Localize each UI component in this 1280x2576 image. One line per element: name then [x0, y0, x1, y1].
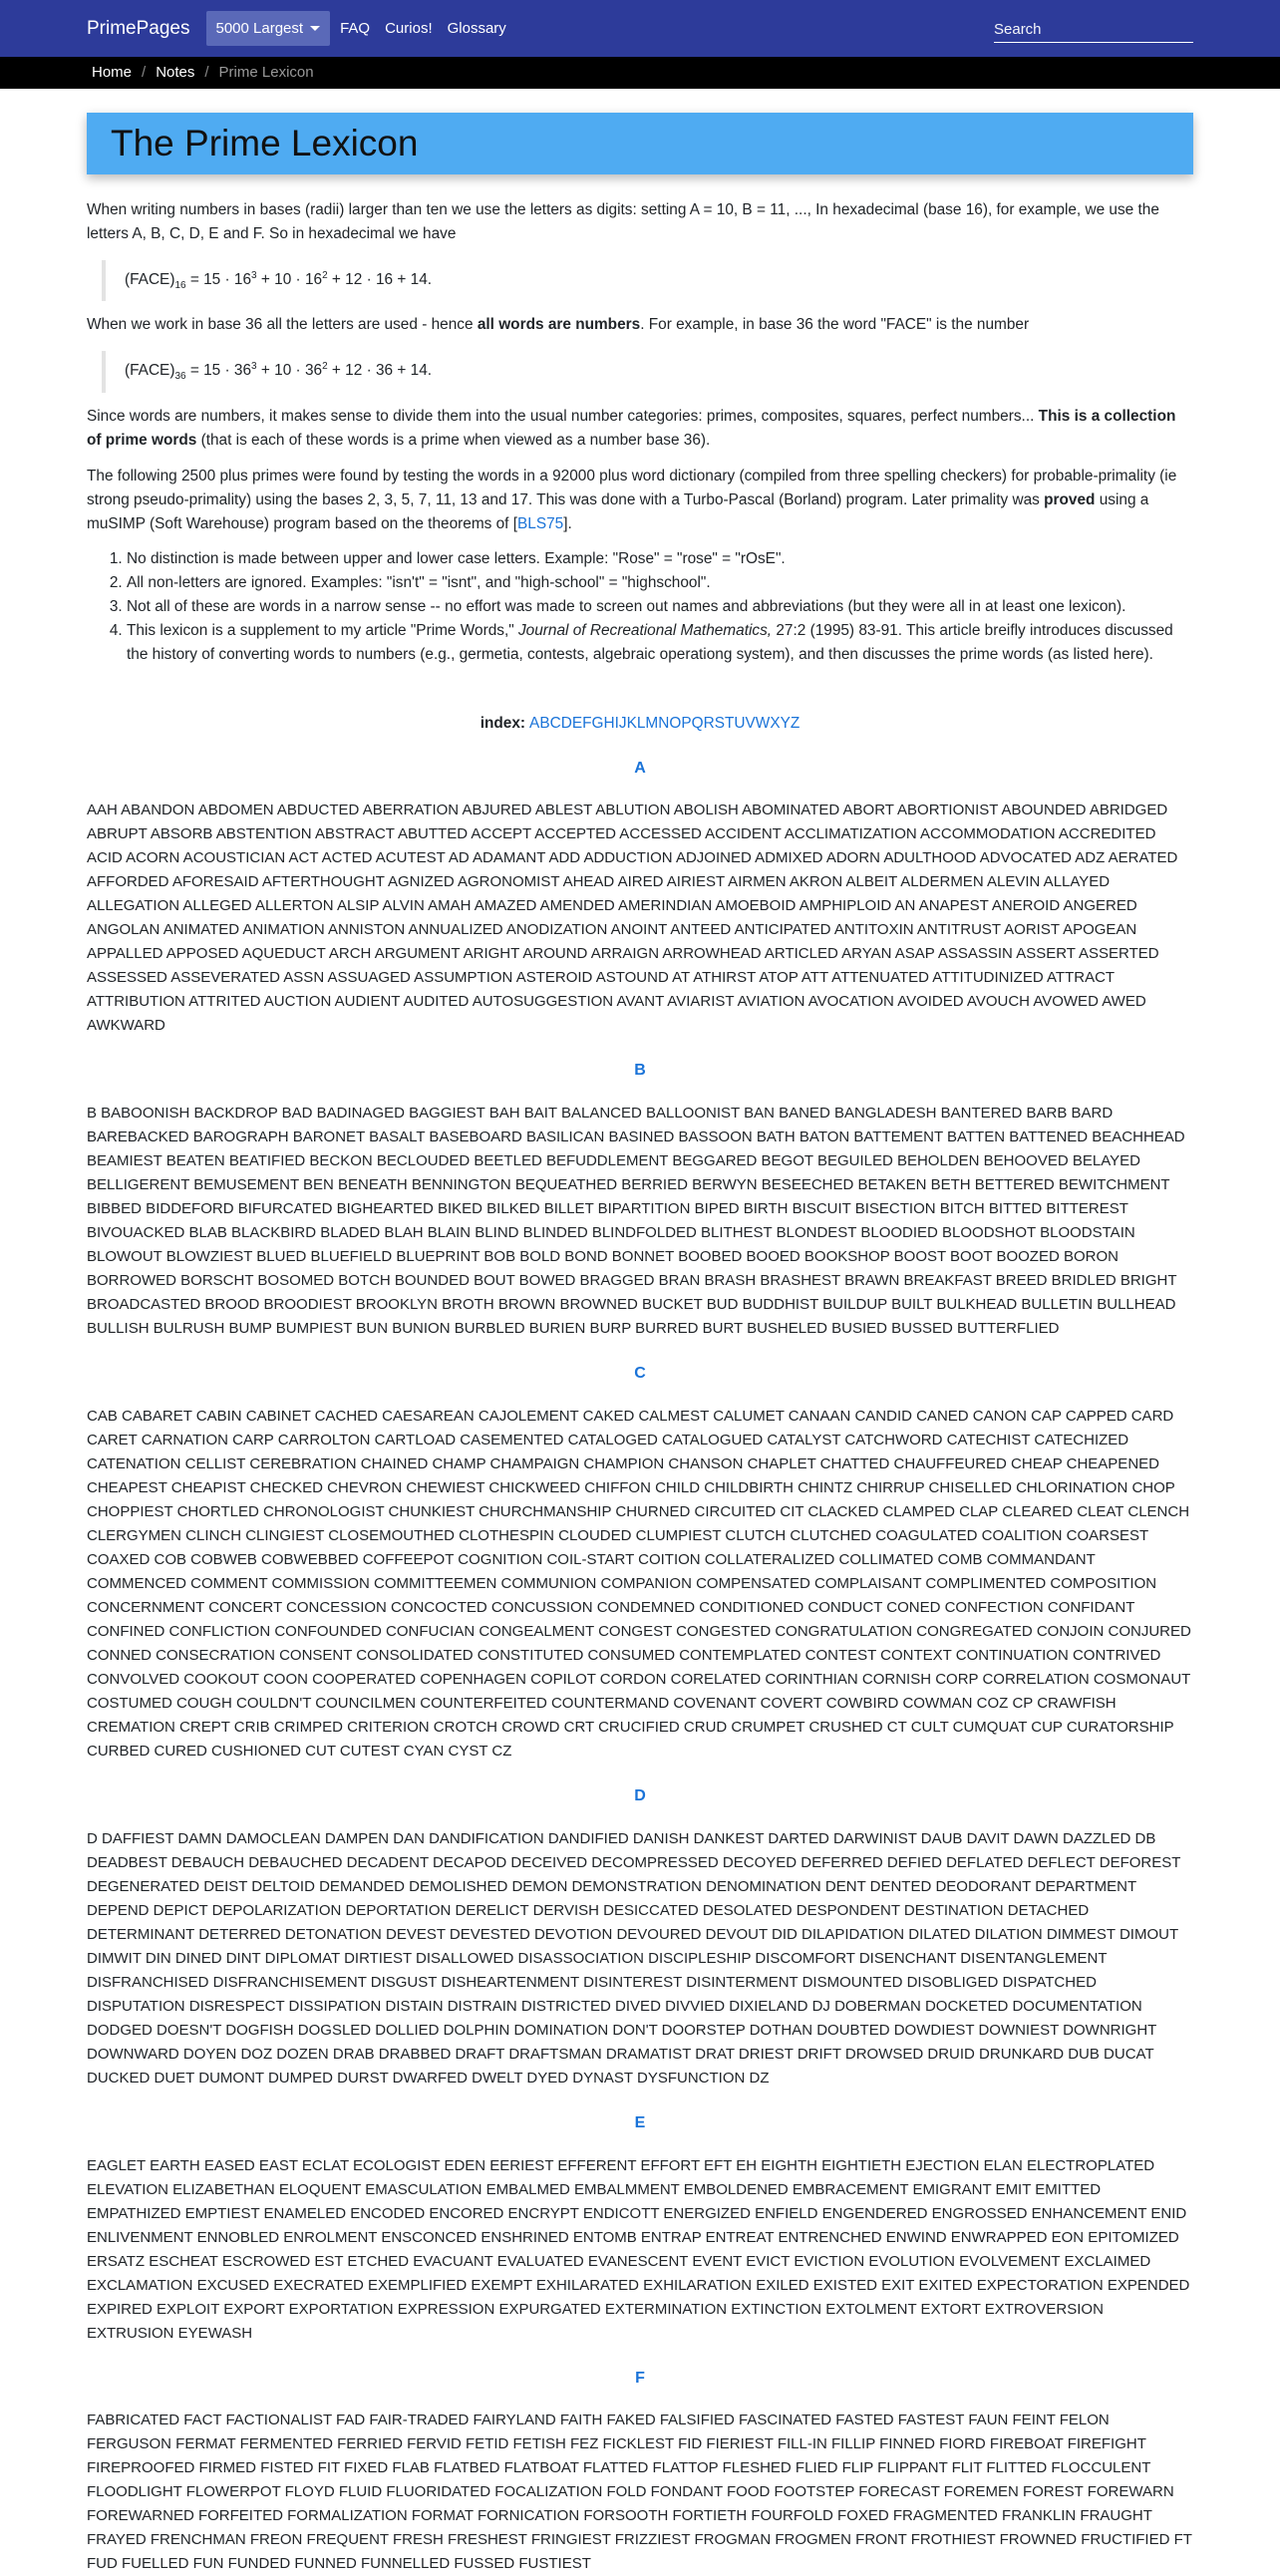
formula-superscript: 3: [251, 361, 257, 373]
formula-superscript: 3: [251, 269, 257, 281]
formula-text: = 15 · 36: [185, 362, 252, 380]
paragraph-base36: [87, 313, 1193, 337]
list-item: 1. No distinction is made between upper and lower case letters. Example: "Rose" = "rose" = "rOsE".: [127, 547, 1193, 571]
text: (that is each of these words is a prime when viewed as a number base 36).: [196, 431, 711, 449]
text: The following 2500 plus primes were found by testing the words in a 92000 plus word dictionary (compiled from three spelling checkers) for probable-primality (ie strong pseudo-primality) using the bases 2, 3, 5, 7, 11, 13 and 17. This was done with a Turbo-Pascal (Borland) program. Later primality was: [87, 467, 1177, 508]
index-link-m[interactable]: M: [645, 714, 659, 732]
index-link-j[interactable]: J: [618, 714, 627, 732]
paragraph-collection: [87, 405, 1193, 453]
search-input[interactable]: [994, 15, 1193, 43]
formula-superscript: 2: [322, 361, 328, 373]
nav-link-glossary[interactable]: Glossary: [447, 19, 506, 37]
index-link-n[interactable]: N: [658, 714, 670, 732]
formula-base16: [102, 260, 1193, 302]
formula-text: + 12 · 36 + 14.: [327, 362, 433, 380]
index-link-y[interactable]: Y: [780, 714, 791, 732]
breadcrumb-home[interactable]: Home: [92, 64, 133, 82]
index-link-w[interactable]: W: [755, 714, 771, 732]
reference-link-bls75[interactable]: BLS75: [517, 514, 564, 532]
index-link-f[interactable]: F: [582, 714, 592, 732]
bold-text: proved: [1044, 490, 1096, 508]
word-list-d: D DAFFIEST DAMN DAMOCLEAN DAMPEN DAN DANDIFICATION DANDIFIED DANISH DANKEST DARTED DARWINIST DAUB DAVIT DAWN DAZZLED DB DEADBEST DEBAUCH DEBAUCHED DECADENT DECAPOD DECEIVED DECOMPRESSED DECOYED DEFERRED DEFIED DEFLATED DEFLECT DEFOREST DEGENERATED DEIST DELTOID DEMANDED DEMOLISHED DEMON DEMONSTRATION DENOMINATION DENT DENTED DEODORANT DEPARTMENT DEPEND DEPICT DEPOLARIZATION DEPORTATION DERELICT DERVISH DESICCATED DESOLATED DESPONDENT DESTINATION DETACHED DETERMINANT DETERRED DETONATION DEVEST DEVESTED DEVOTION DEVOURED DEVOUT DID DILAPIDATION DILATED DILATION DIMMEST DIMOUT DIMWIT DIN DINED DINT DIPLOMAT DIRTIEST DISALLOWED DISASSOCIATION DISCIPLESHIP DISCOMFORT DISENCHANT DISENTANGLEMENT DISFRANCHISED DISFRANCHISEMENT DISGUST DISHEARTENMENT DISINTEREST DISINTERMENT DISMOUNTED DISOBLIGED DISPATCHED DISPUTATION DISRESPECT DISSIPATION DISTAIN DISTRAIN DISTRICTED DIVED DIVVIED DIXIELAND DJ DOBERMAN DOCKETED DOCUMENTATION DODGED DOESN'T DOGFISH DOGSLED DOLLIED DOLPHIN DOMINATION DON'T DOORSTEP DOTHAN DOUBTED DOWDIEST DOWNIEST DOWNRIGHT DOWNWARD DOYEN DOZ DOZEN DRAB DRABBED DRAFT DRAFTSMAN DRAMATIST DRAT DRIEST DRIFT DROWSED DRUID DRUNKARD DUB DUCAT DUCKED DUET DUMONT DUMPED DURST DWARFED DWELT DYED DYNAST DYSFUNCTION DZ: [87, 1829, 1181, 2087]
letter-index: [87, 712, 1193, 736]
text: 27:2 (1995) 83-91. This article breifly introduces discussed the history of converting words to numbers (e.g., germetia, contests, algebraic operationg system), and then discusses the prime words (as listed here).: [127, 622, 1173, 663]
index-link-p[interactable]: P: [681, 714, 692, 732]
largest-dropdown[interactable]: [206, 11, 331, 46]
section-heading-f: F: [635, 2369, 645, 2387]
word-list-e: EAGLET EARTH EASED EAST ECLAT ECOLOGIST EDEN EERIEST EFFERENT EFFORT EFT EH EIGHTH EIGHTIETH EJECTION ELAN ELECTROPLATED ELEVATION ELIZABETHAN ELOQUENT EMASCULATION EMBALMED EMBALMMENT EMBOLDENED EMBRACEMENT EMIGRANT EMIT EMITTED EMPATHIZED EMPTIEST ENAMELED ENCODED ENCORED ENCRYPT ENDICOTT ENERGIZED ENFIELD ENGENDERED ENGROSSED ENHANCEMENT ENID ENLIVENMENT ENNOBLED ENROLMENT ENSCONCED ENSHRINED ENTOMB ENTRAP ENTREAT ENTRENCHED ENWIND ENWRAPPED EON EPITOMIZED ERSATZ ESCHEAT ESCROWED EST ETCHED EVACUANT EVALUATED EVANESCENT EVENT EVICT EVICTION EVOLUTION EVOLVEMENT EXCLAIMED EXCLAMATION EXCUSED EXECRATED EXEMPLIFIED EXEMPT EXHILARATED EXHILARATION EXILED EXISTED EXIT EXITED EXPECTORATION EXPENDED EXPIRED EXPLOIT EXPORT EXPORTATION EXPRESSION EXPURGATED EXTERMINATION EXTINCTION EXTOLMENT EXTORT EXTROVERSION EXTRUSION EYEWASH: [87, 2156, 1190, 2342]
breadcrumb-notes[interactable]: Notes: [156, 64, 195, 82]
paragraph-method: [87, 465, 1193, 536]
nav-link-curios[interactable]: Curios!: [385, 19, 433, 37]
text: This lexicon is a supplement to my article "Prime Words,": [127, 622, 518, 640]
section-heading-e: E: [634, 2113, 646, 2131]
formula-subscript: 36: [174, 371, 186, 383]
index-link-v[interactable]: V: [745, 714, 756, 732]
text: Since words are numbers, it makes sense to divide them into the usual number categories: primes, composites, squares, perfect numbers...: [87, 408, 1039, 426]
nav-link-faq[interactable]: FAQ: [340, 19, 371, 37]
bold-text: This is a collection of prime words: [87, 408, 1176, 449]
formula-text: + 12 · 16 + 14.: [327, 270, 433, 288]
breadcrumb-current: Prime Lexicon: [218, 64, 314, 82]
section-heading-c: C: [634, 1365, 646, 1383]
formula-text: (FACE): [125, 362, 175, 380]
main-content: [0, 113, 1280, 2576]
intro-paragraph: When writing numbers in bases (radii) larger than ten we use the letters as digits: setting A = 10, B = 11, ..., In hexadecimal (base 16), for example, we use the letters A, B, C, D, E and F. So in hexadecimal we have: [87, 201, 1159, 242]
breadcrumb-separator: /: [142, 64, 147, 82]
text: ].: [563, 514, 572, 532]
notes-list: [127, 547, 1193, 666]
bold-text: all words are numbers: [477, 316, 641, 334]
list-item: [127, 619, 1193, 667]
journal-title: Journal of Recreational Mathematics,: [517, 622, 773, 640]
formula-subscript: 16: [174, 279, 186, 291]
largest-dropdown-label: 5000 Largest: [215, 19, 304, 37]
formula-text: = 15 · 16: [185, 270, 252, 288]
formula-base36: [102, 351, 1193, 393]
title-banner: [87, 113, 1193, 174]
index-link-h[interactable]: H: [603, 714, 615, 732]
index-link-a[interactable]: A: [529, 714, 540, 732]
section-heading-a: A: [634, 759, 646, 777]
index-links: [529, 715, 800, 732]
breadcrumb-separator: /: [204, 64, 209, 82]
top-navbar: [0, 0, 1280, 57]
index-link-q[interactable]: Q: [691, 714, 704, 732]
index-link-d[interactable]: D: [560, 714, 572, 732]
brand-link[interactable]: PrimePages: [87, 17, 190, 39]
section-heading-d: D: [634, 1787, 646, 1805]
section-heading-b: B: [634, 1062, 646, 1080]
list-item: 2. All non-letters are ignored. Examples: "isn't" = "isnt", and "high-school" = "highschool".: [127, 571, 1193, 595]
formula-text: (FACE): [125, 270, 175, 288]
page-title: The Prime Lexicon: [111, 123, 419, 164]
formula-text: + 10 · 36: [256, 362, 323, 380]
word-sections: [87, 757, 1193, 2576]
text: . For example, in base 36 the word "FACE" is the number: [640, 316, 1030, 334]
word-list-b: B BABOONISH BACKDROP BAD BADINAGED BAGGIEST BAH BAIT BALANCED BALLOONIST BAN BANED BANGLADESH BANTERED BARB BARD BAREBACKED BAROGRAPH BARONET BASALT BASEBOARD BASILICAN BASINED BASSOON BATH BATON BATTEMENT BATTEN BATTENED BEACHHEAD BEAMIEST BEATEN BEATIFIED BECKON BECLOUDED BEETLED BEFUDDLEMENT BEGGARED BEGOT BEGUILED BEHOLDEN BEHOOVED BELAYED BELLIGERENT BEMUSEMENT BEN BENEATH BENNINGTON BEQUEATHED BERRIED BERWYN BESEECHED BETAKEN BETH BETTERED BEWITCHMENT BIBBED BIDDEFORD BIFURCATED BIGHEARTED BIKED BILKED BILLET BIPARTITION BIPED BIRTH BISCUIT BISECTION BITCH BITTED BITTEREST BIVOUACKED BLAB BLACKBIRD BLADED BLAH BLAIN BLIND BLINDED BLINDFOLDED BLITHEST BLONDEST BLOODIED BLOODSHOT BLOODSTAIN BLOWOUT BLOWZIEST BLUED BLUEFIELD BLUEPRINT BOB BOLD BOND BONNET BOOBED BOOED BOOKSHOP BOOST BOOT BOOZED BORON BORROWED BORSCHT BOSOMED BOTCH BOUNDED BOUT BOWED BRAGGED BRAN BRASH BRASHEST BRAWN BREAKFAST BREED BRIDLED BRIGHT BROADCASTED BROOD BROODIEST BROOKLYN BROTH BROWN BROWNED BUCKET BUD BUDDHIST BUILDUP BUILT BULKHEAD BULLETIN BULLHEAD BULLISH BULRUSH BUMP BUMPIEST BUN BUNION BURBLED BURIEN BURP BURRED BURT BUSHELED BUSIED BUSSED BUTTERFLIED: [87, 1105, 1185, 1338]
word-list-f: FABRICATED FACT FACTIONALIST FAD FAIR-TRADED FAIRYLAND FAITH FAKED FALSIFIED FASCINATED FASTED FASTEST FAUN FEINT FELON FERGUSON FERMAT FERMENTED FERRIED FERVID FETID FETISH FEZ FICKLEST FID FIERIEST FILL-IN FILLIP FINNED FIORD FIREBOAT FIREFIGHT FIREPROOFED FIRMED FISTED FIT FIXED FLAB FLATBED FLATBOAT FLATTED FLATTOP FLESHED FLIED FLIP FLIPPANT FLIT FLITTED FLOCCULENT FLOODLIGHT FLOWERPOT FLOYD FLUID FLUORIDATED FOCALIZATION FOLD FONDANT FOOD FOOTSTEP FORECAST FOREMEN FOREST FOREWARN FOREWARNED FORFEITED FORMALIZATION FORMAT FORNICATION FORSOOTH FORTIETH FOURFOLD FOXED FRAGMENTED FRANKLIN FRAUGHT FRAYED FRENCHMAN FREON FREQUENT FRESH FRESHEST FRINGIEST FRIZZIEST FROGMAN FROGMEN FRONT FROTHIEST FROWNED FRUCTIFIED FT FUD FUELLED FUN FUNDED FUNNED FUNNELLED FUSSED FUSTIEST: [87, 2412, 1192, 2573]
index-link-l[interactable]: L: [636, 714, 646, 732]
index-link-i[interactable]: I: [614, 714, 619, 732]
index-link-k[interactable]: K: [626, 714, 637, 732]
word-list-a: AAH ABANDON ABDOMEN ABDUCTED ABERRATION ABJURED ABLEST ABLUTION ABOLISH ABOMINATED ABORT ABORTIONIST ABOUNDED ABRIDGED ABRUPT ABSORB ABSTENTION ABSTRACT ABUTTED ACCEPT ACCEPTED ACCESSED ACCIDENT ACCLIMATIZATION ACCOMMODATION ACCREDITED ACID ACORN ACOUSTICIAN ACT ACTED ACUTEST AD ADAMANT ADD ADDUCTION ADJOINED ADMIXED ADORN ADULTHOOD ADVOCATED ADZ AERATED AFFORDED AFORESAID AFTERTHOUGHT AGNIZED AGRONOMIST AHEAD AIRED AIRIEST AIRMEN AKRON ALBEIT ALDERMEN ALEVIN ALLAYED ALLEGATION ALLEGED ALLERTON ALSIP ALVIN AMAH AMAZED AMENDED AMERINDIAN AMOEBOID AMPHIPLOID AN ANAPEST ANEROID ANGERED ANGOLAN ANIMATED ANIMATION ANNISTON ANNUALIZED ANODIZATION ANOINT ANTEED ANTICIPATED ANTITOXIN ANTITRUST AORIST APOGEAN APPALLED APPOSED AQUEDUCT ARCH ARGUMENT ARIGHT AROUND ARRAIGN ARROWHEAD ARTICLED ARYAN ASAP ASSASSIN ASSERT ASSERTED ASSESSED ASSEVERATED ASSN ASSUAGED ASSUMPTION ASTEROID ASTOUND AT ATHIRST ATOP ATT ATTENUATED ATTITUDINIZED ATTRACT ATTRIBUTION ATTRITED AUCTION AUDIENT AUDITED AUTOSUGGESTION AVANT AVIARIST AVIATION AVOCATION AVOIDED AVOUCH AVOWED AWED AWKWARD: [87, 802, 1178, 1035]
breadcrumb: [0, 57, 1280, 89]
index-link-r[interactable]: R: [703, 714, 715, 732]
index-link-e[interactable]: E: [571, 714, 583, 732]
caret-down-icon: [310, 26, 320, 31]
index-label: index:: [480, 714, 526, 732]
index-link-z[interactable]: Z: [790, 714, 800, 732]
index-link-b[interactable]: B: [539, 714, 550, 732]
word-list-c: CAB CABARET CABIN CABINET CACHED CAESAREAN CAJOLEMENT CAKED CALMEST CALUMET CANAAN CANDID CANED CANON CAP CAPPED CARD CARET CARNATION CARP CARROLTON CARTLOAD CASEMENTED CATALOGED CATALOGUED CATALYST CATCHWORD CATECHIST CATECHIZED CATENATION CELLIST CEREBRATION CHAINED CHAMP CHAMPAIGN CHAMPION CHANSON CHAPLET CHATTED CHAUFFEURED CHEAP CHEAPENED CHEAPEST CHEAPIST CHECKED CHEVRON CHEWIEST CHICKWEED CHIFFON CHILD CHILDBIRTH CHINTZ CHIRRUP CHISELLED CHLORINATION CHOP CHOPPIEST CHORTLED CHRONOLOGIST CHUNKIEST CHURCHMANSHIP CHURNED CIRCUITED CIT CLACKED CLAMPED CLAP CLEARED CLEAT CLENCH CLERGYMEN CLINCH CLINGIEST CLOSEMOUTHED CLOTHESPIN CLOUDED CLUMPIEST CLUTCH CLUTCHED COAGULATED COALITION COARSEST COAXED COB COBWEB COBWEBBED COFFEEPOT COGNITION COIL-START COITION COLLATERALIZED COLLIMATED COMB COMMANDANT COMMENCED COMMENT COMMISSION COMMITTEEMEN COMMUNION COMPANION COMPENSATED COMPLAISANT COMPLIMENTED COMPOSITION CONCERNMENT CONCERT CONCESSION CONCOCTED CONCUSSION CONDEMNED CONDITIONED CONDUCT CONED CONFECTION CONFIDANT CONFINED CONFLICTION CONFOUNDED CONFUCIAN CONGEALMENT CONGEST CONGESTED CONGRATULATION CONGREGATED CONJOIN CONJURED CONNED CONSECRATION CONSENT CONSOLIDATED CONSTITUTED CONSUMED CONTEMPLATED CONTEST CONTEXT CONTINUATION CONTRIVED CONVOLVED COOKOUT COON COOPERATED COPENHAGEN COPILOT CORDON CORELATED CORINTHIAN CORNISH CORP CORRELATION COSMONAUT COSTUMED COUGH COULDN'T COUNCILMEN COUNTERFEITED COUNTERMAND COVENANT COVERT COWBIRD COWMAN COZ CP CRAWFISH CREMATION CREPT CRIB CRIMPED CRITERION CROTCH CROWD CRT CRUCIFIED CRUD CRUMPET CRUSHED CT CULT CUMQUAT CUP CURATORSHIP CURBED CURED CUSHIONED CUT CUTEST CYAN CYST CZ: [87, 1408, 1191, 1761]
list-item: 3. Not all of these are words in a narrow sense -- no effort was made to screen out names and abbreviations (but they were all in at least one lexicon).: [127, 595, 1193, 619]
formula-superscript: 2: [322, 269, 328, 281]
index-link-o[interactable]: O: [669, 714, 682, 732]
index-link-t[interactable]: T: [725, 714, 735, 732]
index-link-u[interactable]: U: [734, 714, 746, 732]
index-link-g[interactable]: G: [591, 714, 604, 732]
index-link-x[interactable]: X: [770, 714, 781, 732]
formula-text: + 10 · 16: [256, 270, 323, 288]
index-link-s[interactable]: S: [714, 714, 725, 732]
text: using a muSIMP (Soft Warehouse) program based on the theorems of [: [87, 490, 1149, 532]
text: When we work in base 36 all the letters are used - hence: [87, 316, 478, 334]
index-link-c[interactable]: C: [549, 714, 561, 732]
